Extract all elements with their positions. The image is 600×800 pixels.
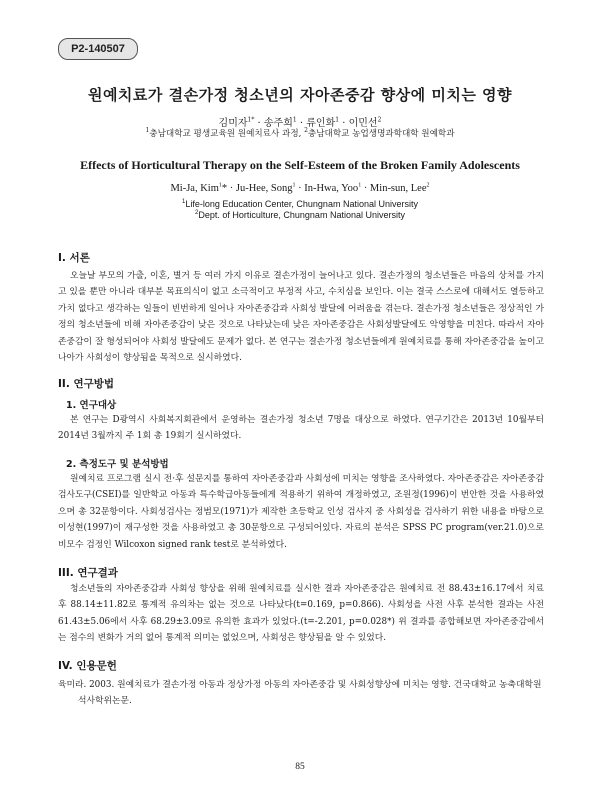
subjects-subheading: 1. 연구대상 (66, 400, 117, 411)
results-heading: III. 연구결과 (58, 567, 118, 579)
results-body: 청소년들의 자아존중감과 사회성 향상을 위해 원예치료를 실시한 결과 자아존중감은 원예치료 전 88.43±16.17에서 치료 후 88.14±11.82로 통계적 유의차는 없는 것으로 나타났다(t=0.169, p=0.866). 사회성을 사전 사후 분석한 결과는 사전 61.43±5.06에서 사후 68.29±3.09로 유의한 효과가 있었다.(t=-2.201, p=0.028*) 위 결과를 종합해보면 자아존중감에서는 점수의 변화가 거의 없어 통계적 의미는 없었으며, 사회성은 향상됨을 알 수 있었다. (58, 584, 544, 644)
english-authors: Mi-Ja, Kim$^1$* · Ju-Hee, Song$^1$ · In-Hwa, Yoo$^1$ · Min-sun, Lee$^2$ (170, 182, 430, 194)
korean-title: 원예치료가 결손가정 청소년의 자아존중감 향상에 미치는 영향 (87, 86, 513, 104)
page-number: 85 (295, 762, 305, 772)
poster-id-badge: P2-140507 (58, 38, 138, 60)
english-affiliation-2: $^2$Dept. of Horticulture, Chungnam National University (195, 210, 405, 220)
english-title: Effects of Horticultural Therapy on the Self-Esteem of the Broken Family Adolescents (80, 158, 520, 172)
korean-authors: 김미자$^{1*}$ · 송주희$^1$ · 류인화$^1$ · 이민선$^2$ (218, 116, 382, 129)
references-heading: IV. 인용문헌 (58, 660, 117, 672)
subjects-body: 본 연구는 D광역시 사회복지회관에서 운영하는 결손가정 청소년 7명을 대상으로 하였다. 연구기간은 2013년 10월부터 2014년 3월까지 주 1회 총 19회기 실시하였다. (58, 415, 544, 442)
intro-body: 오늘날 부모의 가출, 이혼, 별거 등 여러 가지 이유로 결손가정이 늘어나고 있다. 결손가정의 청소년들은 마음의 상처를 가지고 있을 뿐만 아니라 대부분 목표의식이 없고 소극적이고 부정적 사고, 수치심을 보인다. 이는 결국 스스로에 대해서도 열등하고 가치 없다고 생각하는 일들이 빈번하게 일어나 자아존중감과 사회성 발달에 어려움을 겪는다. 결손가정 청소년들은 정상적인 가정의 청소년들에 비해 자아존중감이 낮은 것으로 나타났는데 낮은 자아존중감은 사회성발달에도 악영향을 미친다. 따라서 자아존중감이 잘 형성되어야 사회성 발달에도 문제가 없다. 본 연구는 결손가정 청소년들에게 원예치료를 통해 자아존중감을 높이고 나아가 사회성이 향상됨을 목적으로 실시하였다. (58, 271, 544, 364)
measures-subheading: 2. 측정도구 및 분석방법 (66, 459, 169, 470)
measures-body: 원예치료 프로그램 실시 전·후 설문지를 통하여 자아존중감과 사회성에 미치는 영향을 조사하였다. 자아존중감은 자아존중감 검사도구(CSEI)를 일반학교 아동과 특수학급아동들에게 적용하기 위하여 개정하였고, 조원정(1996)이 번안한 것을 사용하였으며 총 32문항이다. 사회성검사는 정범모(1971)가 제작한 초등학교 인성 검사지 중 사회성을 검사하기 위한 내용을 바탕으로 이성현(1997)이 재구성한 것을 사용하였고 총 30문항으로 구성되어있다. 자료의 분석은 SPSS PC program(ver.21.0)으로 비모수 검정인 Wilcoxon signed rank test로 분석하였다. (58, 474, 544, 550)
korean-affiliation: $^1$충남대학교 평생교육원 원예치료사 과정, $^2$충남대학교 농업생명과학대학 원예학과 (145, 127, 455, 139)
intro-heading: I. 서론 (58, 252, 90, 264)
english-affiliation-1: $^1$Life-long Education Center, Chungnam National University (182, 199, 418, 209)
methods-heading: II. 연구방법 (58, 378, 115, 390)
reference-entry: 육미라. 2003. 원예치료가 결손가정 아동과 정상가정 아동의 자아존중감 및 사회성향상에 미치는 영향. 건국대학교 농축대학원 석사학위논문. (58, 680, 542, 707)
